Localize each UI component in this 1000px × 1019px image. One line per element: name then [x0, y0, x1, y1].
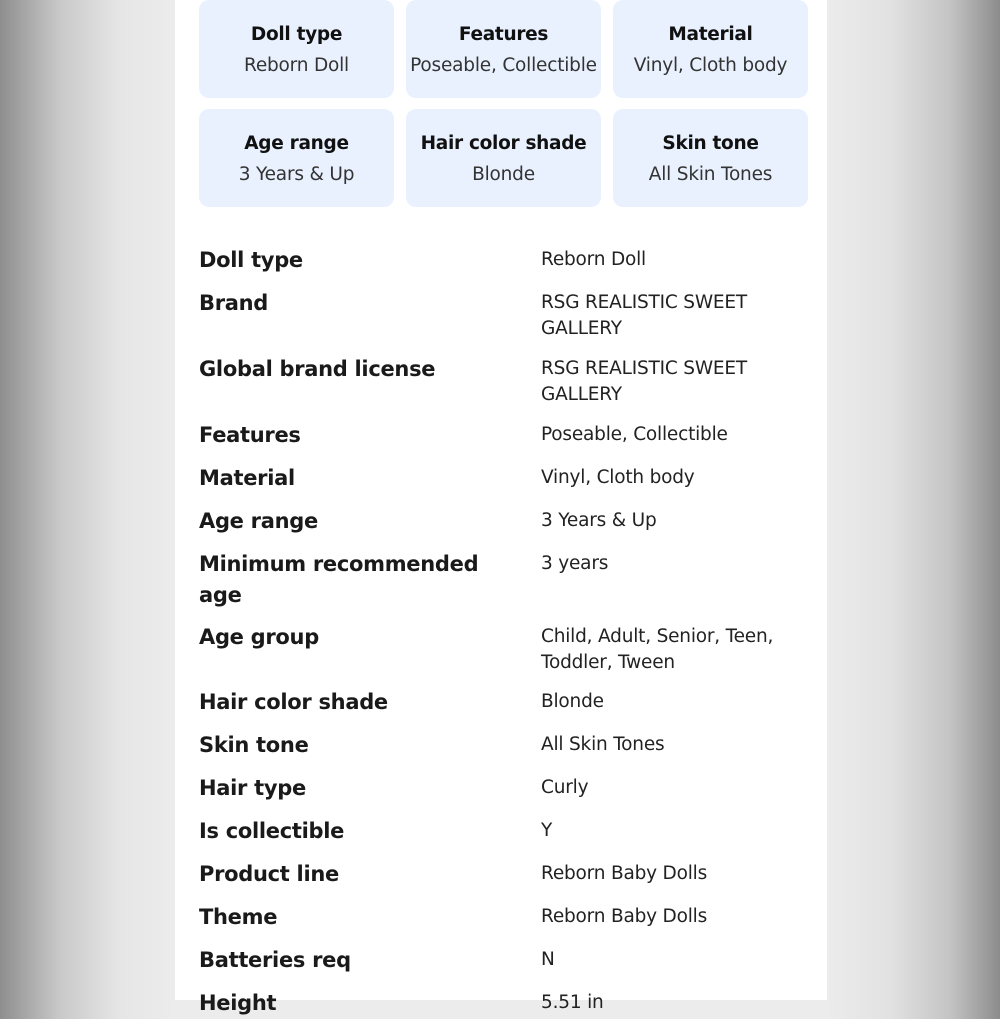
card-label: Material — [668, 24, 753, 45]
spec-value: Curly — [541, 777, 589, 798]
spec-label: Theme — [199, 905, 278, 929]
spec-label: Features — [199, 423, 301, 447]
spec-value: Reborn Baby Dolls — [541, 863, 708, 884]
spec-value: Reborn Baby Dolls — [541, 906, 708, 927]
card-value: Poseable, Collectible — [410, 55, 597, 76]
summary-card-features[interactable] — [406, 0, 601, 98]
spec-label: Doll type — [199, 248, 303, 272]
spec-value: 5.51 in — [541, 992, 604, 1013]
spec-label: Hair color shade — [199, 690, 388, 714]
spec-label: Brand — [199, 291, 269, 315]
card-label: Features — [458, 24, 549, 45]
product-details-panel — [175, 0, 827, 1015]
spec-value: RSG REALISTIC SWEET GALLERY — [541, 292, 747, 339]
spec-value: All Skin Tones — [541, 734, 665, 755]
spec-label: Age group — [199, 625, 319, 649]
card-value: Reborn Doll — [244, 55, 349, 76]
card-label: Hair color shade — [420, 133, 587, 154]
card-value: Vinyl, Cloth body — [633, 55, 788, 76]
summary-card-doll-type[interactable] — [199, 0, 394, 98]
spec-value: Blonde — [541, 691, 604, 712]
spec-label: Product line — [199, 862, 339, 886]
spec-value: Child, Adult, Senior, Teen, Toddler, Tween — [541, 626, 774, 673]
spec-value: RSG REALISTIC SWEET GALLERY — [541, 358, 747, 405]
summary-card-skin-tone[interactable] — [613, 109, 808, 207]
spec-label: Global brand license — [199, 357, 436, 381]
card-label: Skin tone — [662, 133, 759, 154]
spec-label: Material — [199, 466, 295, 490]
spec-value: Poseable, Collectible — [541, 424, 728, 445]
card-value: Blonde — [472, 164, 535, 185]
card-label: Doll type — [250, 24, 343, 45]
summary-card-age-range[interactable] — [199, 109, 394, 207]
summary-cards — [199, 0, 809, 207]
card-value: 3 Years & Up — [238, 164, 355, 185]
card-label: Age range — [244, 133, 349, 154]
spec-value: 3 Years & Up — [541, 510, 657, 531]
spec-label: Hair type — [199, 776, 306, 800]
spec-value: Reborn Doll — [541, 249, 646, 270]
spec-label: Batteries req — [199, 948, 351, 972]
spec-label: Minimum recommended age — [199, 552, 479, 607]
spec-label: Height — [199, 991, 277, 1015]
card-value: All Skin Tones — [648, 164, 773, 185]
spec-value: Y — [541, 820, 553, 841]
spec-value: Vinyl, Cloth body — [541, 467, 695, 488]
spec-label: Is collectible — [199, 819, 345, 843]
spec-value: 3 years — [541, 553, 609, 574]
summary-card-hair-color-shade[interactable] — [406, 109, 601, 207]
spec-label: Skin tone — [199, 733, 309, 757]
spec-label: Age range — [199, 509, 318, 533]
summary-card-material[interactable] — [613, 0, 808, 98]
spec-value: N — [541, 949, 555, 970]
